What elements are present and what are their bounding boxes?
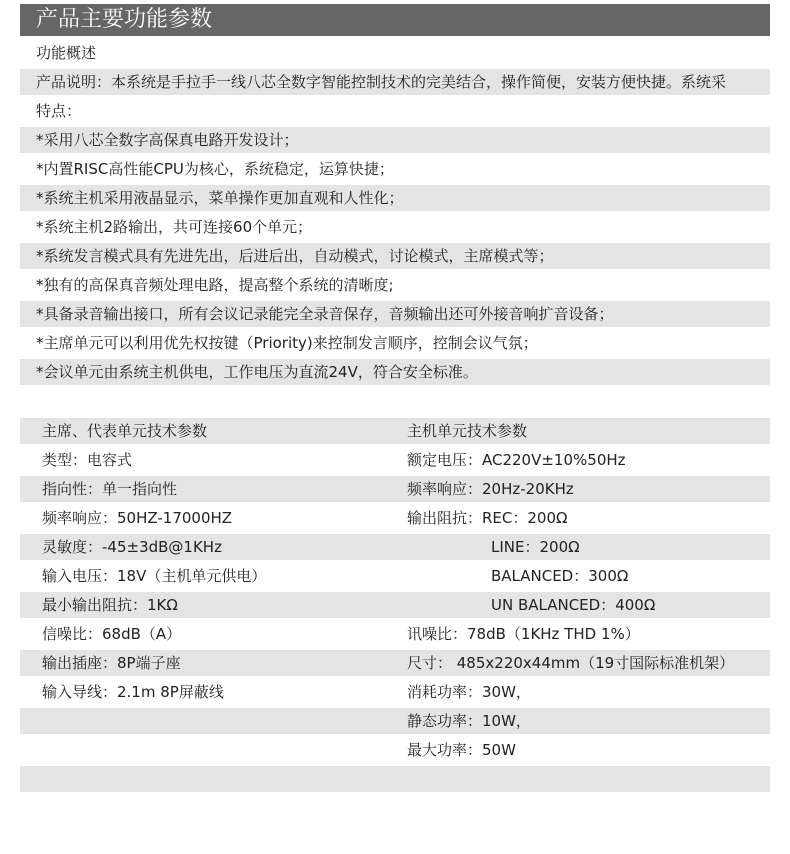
feature-item: *具备录音输出接口，所有会议记录能完全录音保存，音频输出还可外接音响扩音设备； (20, 301, 770, 327)
spec-row (20, 766, 770, 792)
spec-row (20, 505, 770, 531)
spec-left: 指向性：单一指向性 (42, 480, 178, 498)
right-column-header: 主机单元技术参数 (407, 422, 528, 440)
spec-right: 频率响应：20Hz-20KHz (407, 480, 574, 498)
feature-item: *主席单元可以利用优先权按键（Priority)来控制发言顺序，控制会议气氛； (36, 334, 538, 352)
spec-right: 最大功率：50W (407, 741, 516, 759)
spec-left: 类型：电容式 (42, 451, 133, 469)
feature-item: *采用八芯全数字高保真电路开发设计； (20, 127, 770, 153)
feature-item: *会议单元由系统主机供电，工作电压为直流24V，符合安全标准。 (20, 359, 770, 385)
spec-row (20, 737, 770, 763)
spec-right: 讯噪比：78dB（1KHz THD 1%） (407, 625, 640, 643)
spec-left: 信噪比：68dB（A） (42, 625, 182, 643)
spec-row (20, 476, 770, 502)
spec-right: UN BALANCED：400Ω (491, 596, 656, 614)
spec-right: 尺寸： 485x220x44mm（19寸国际标准机架） (407, 654, 735, 672)
spec-left: 输出插座：8P端子座 (42, 654, 181, 672)
spec-right: 输出阻抗：REC：200Ω (407, 509, 568, 527)
features-heading: 特点： (36, 102, 82, 120)
spec-row (20, 447, 770, 473)
spec-left: 灵敏度：-45±3dB@1KHz (42, 538, 222, 556)
feature-item: *内置RISC高性能CPU为核心，系统稳定，运算快捷； (36, 160, 394, 178)
spec-row (20, 708, 770, 734)
spec-right: 静态功率：10W， (407, 712, 531, 730)
spec-row (20, 621, 770, 647)
spec-row (20, 592, 770, 618)
left-column-header: 主席、代表单元技术参数 (42, 422, 208, 440)
spec-right: LINE：200Ω (491, 538, 580, 556)
overview-heading: 功能概述 (36, 44, 97, 62)
spec-table-header (20, 418, 770, 444)
spec-right: 消耗功率：30W， (407, 683, 531, 701)
spec-row (20, 563, 770, 589)
spec-left: 频率响应：50HZ-17000HZ (42, 509, 233, 527)
spec-row (20, 534, 770, 560)
feature-item: *系统发言模式具有先进先出，后进后出，自动模式，讨论模式，主席模式等； (20, 243, 770, 269)
spec-right: 额定电压：AC220V±10%50Hz (407, 451, 626, 469)
spec-left: 最小输出阻抗：1KΩ (42, 596, 178, 614)
feature-item: *系统主机2路输出，共可连接60个单元； (36, 218, 313, 236)
spec-right: BALANCED：300Ω (491, 567, 629, 585)
spec-row (20, 679, 770, 705)
spec-row (20, 650, 770, 676)
spec-left: 输入导线：2.1m 8P屏蔽线 (42, 683, 224, 701)
feature-item: *系统主机采用液晶显示，菜单操作更加直观和人性化； (20, 185, 770, 211)
spec-left: 输入电压：18V（主机单元供电） (42, 567, 267, 585)
product-description: 产品说明：本系统是手拉手一线八芯全数字智能控制技术的完美结合，操作简便，安装方便快捷。系统采 (20, 69, 770, 95)
section-title: 产品主要功能参数 (20, 4, 770, 36)
feature-item: *独有的高保真音频处理电路，提高整个系统的清晰度; (36, 276, 394, 294)
